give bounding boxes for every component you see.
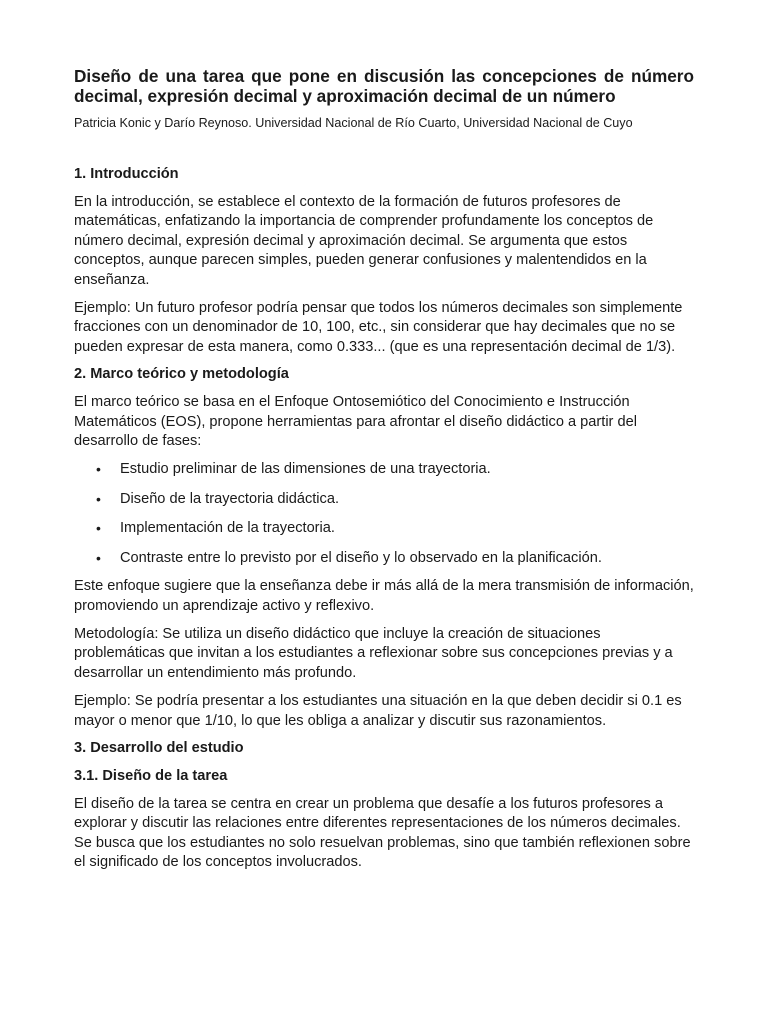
document-title: Diseño de una tarea que pone en discusión las concepciones de número decimal, expresión decimal y aproximación decimal de un número — [74, 66, 694, 106]
framework-paragraph: El marco teórico se basa en el Enfoque Ontosemiótico del Conocimiento e Instrucción Matemáticos (EOS), propone herramientas para afrontar el diseño didáctico a partir del desarrollo de fases: — [74, 394, 637, 450]
list-item-text: Implementación de la trayectoria. — [120, 520, 335, 537]
section-heading-introduction: 1. Introducción — [74, 166, 179, 182]
list-item-text: Estudio preliminar de las dimensiones de una trayectoria. — [120, 461, 491, 478]
methodology-paragraph: Metodología: Se utiliza un diseño didáctico que incluye la creación de situaciones problemáticas que invitan a los estudiantes a reflexionar sobre sus concepciones previas y a desarrollar un entendimiento más profundo. — [74, 625, 673, 681]
document-page — [74, 66, 694, 873]
bullet-icon: • — [96, 520, 101, 537]
framework-approach-paragraph: Este enfoque sugiere que la enseñanza debe ir más allá de la mera transmisión de información, promoviendo un aprendizaje activo y reflexivo. — [74, 578, 694, 614]
list-item-text: Diseño de la trayectoria didáctica. — [120, 490, 340, 507]
phases-list — [74, 460, 694, 568]
section-heading-framework: 2. Marco teórico y metodología — [74, 366, 289, 383]
intro-example-paragraph: Ejemplo: Un futuro profesor podría pensar que todos los números decimales son simplemente fracciones con un denominador de 10, 100, etc., sin considerar que hay decimales que no se pueden expresar de esta manera, como 0.333... (que es una representación decimal de 1/3). — [74, 300, 683, 355]
methodology-example-paragraph: Ejemplo: Se podría presentar a los estudiantes una situación en la que deben decidir si 0.1 es mayor o menor que 1/10, lo que les obliga a analizar y discutir sus razonamientos. — [74, 693, 682, 729]
list-item — [74, 490, 694, 509]
list-item — [74, 549, 694, 568]
intro-paragraph: En la introducción, se establece el contexto de la formación de futuros profesores de matemáticas, enfatizando la importancia de comprender profundamente los conceptos de número decimal, expresión decimal y aproximación decimal. Se argumenta que estos conceptos, aunque parecen simples, pueden generar confusiones y malentendidos en la enseñanza. — [74, 194, 654, 288]
list-item — [74, 519, 694, 538]
subsection-heading-task-design: 3.1. Diseño de la tarea — [74, 767, 228, 784]
bullet-icon: • — [96, 461, 101, 478]
task-design-paragraph: El diseño de la tarea se centra en crear un problema que desafíe a los futuros profesores a explorar y discutir las relaciones entre diferentes representaciones de los números decimales. Se busca que los estudiantes no solo resuelvan problemas, sino que también reflexionen sobre el significado de los conceptos involucrados. — [74, 795, 691, 871]
bullet-icon: • — [96, 549, 101, 566]
list-item — [74, 460, 694, 479]
list-item-text: Contraste entre lo previsto por el diseño y lo observado en la planificación. — [120, 549, 602, 566]
document-authors: Patricia Konic y Darío Reynoso. Universidad Nacional de Río Cuarto, Universidad Nacional de Cuyo — [74, 116, 633, 130]
section-heading-development: 3. Desarrollo del estudio — [74, 739, 244, 756]
bullet-icon: • — [96, 490, 101, 507]
